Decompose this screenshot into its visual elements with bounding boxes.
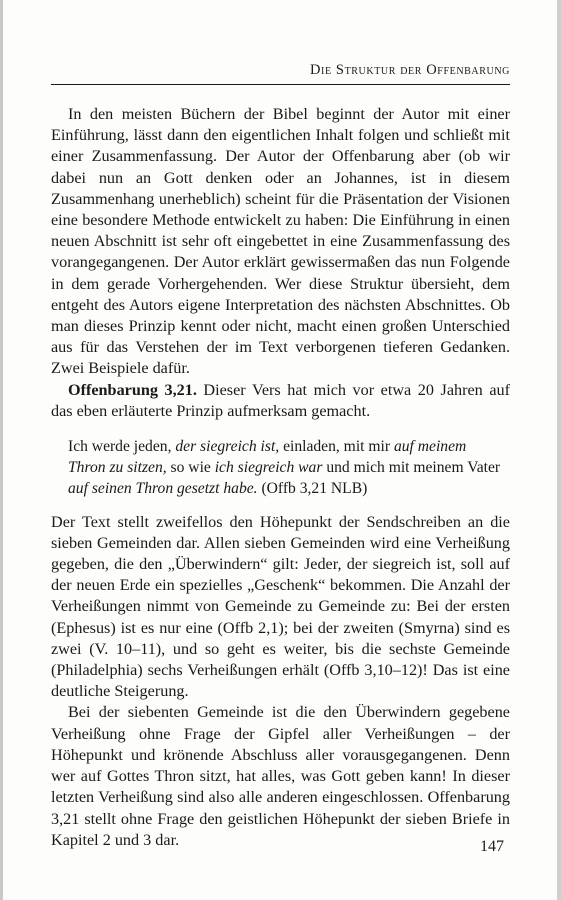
running-head: Die Struktur der Offenbarung	[309, 62, 510, 78]
quote-italic: auf meinem Thron zu sitzen,	[68, 438, 467, 477]
quote-text: so wie	[166, 459, 215, 477]
paragraph-conclusion: Bei der siebenten Gemeinde ist die den Überwindern gegebene Verheißung ohne Frage der Gipfel aller Verheißungen – der Höhepunkt und krönende Abschluss aller vorausgegangenen. Denn wer auf Gottes Thron sitzt, hat alles, was Gott geben kann! In dieser letzten Verheißung sind also alle anderen eingeschlossen. Offenbarung 3,21 stellt ohne Frage den geistlichen Höhepunkt der sieben Briefe in Kapitel 2 und 3 dar.	[51, 703, 510, 849]
paragraph-example-heading	[51, 380, 510, 422]
page-edge-right	[557, 0, 561, 900]
example-reference: Offenbarung 3,21.	[68, 380, 197, 399]
header-rule	[51, 84, 510, 85]
quote-text: einladen, mit mir	[279, 438, 394, 456]
paragraph-analysis: Der Text stellt zweifellos den Höhepunkt der Sendschreiben an die sieben Gemeinden dar. Allen sieben Gemeinden wird eine Verheißung gegeben, die den „Überwindern“ gilt: Jeder, der siegreich ist, soll auf der neuen Erde ein spezielles „Geschenk“ bekommen. Die Anzahl der Verheißungen nimmt von Gemeinde zu Gemeinde zu: Bei der ersten (Ephesus) ist es nur eine (Offb 2,1); bei der zweiten (Smyrna) sind es zwei (V. 10–11), und so geht es weiter, bis die sechste Gemeinde (Philadelphia) sechs Verheißungen erhält (Offb 3,10–12)! Das ist eine deutliche Steigerung.	[51, 512, 510, 701]
quote-italic: auf seinen Thron gesetzt habe.	[68, 480, 258, 498]
paragraph-intro: In den meisten Büchern der Bibel beginnt der Autor mit einer Einführung, lässt dann den eigentlichen Inhalt folgen und schließt mit einer Zusammenfassung. Der Autor der Offenbarung aber (ob wir dabei nun an Gott denken oder an Johannes, ist in diesem Zusammenhang unerheblich) scheint für die Präsentation der Visionen eine besondere Methode entwickelt zu haben: Die Einführung in einen neuen Abschnitt ist sehr oft eingebettet in eine Zusammenfassung des vorangegangenen. Der Autor erklärt gewissermaßen das nun Folgende in dem gerade Vorhergehenden. Wer diese Struktur übersieht, dem entgeht des Autors eigene Interpretation des nächsten Abschnittes. Ob man dieses Prinzip kennt oder nicht, macht einen großen Unterschied aus für das Verstehen der im Text verborgenen tieferen Gedanken. Zwei Beispiele dafür.	[51, 105, 510, 378]
block-quote	[68, 436, 504, 500]
example-text: Dieser Vers hat mich vor etwa 20 Jahren auf das eben erläuterte Prinzip aufmerksam gemacht.	[51, 380, 510, 420]
page-number: 147	[480, 838, 504, 855]
quote-citation: (Offb 3,21 NLB)	[257, 480, 368, 498]
body-text	[51, 104, 510, 851]
quote-text: und mich mit meinem Vater	[322, 459, 501, 477]
quote-text: Ich werde jeden,	[68, 438, 176, 456]
quote-italic: ich siegreich war	[214, 459, 323, 477]
page-edge-left	[0, 0, 3, 900]
quote-italic: der siegreich ist,	[175, 438, 280, 456]
